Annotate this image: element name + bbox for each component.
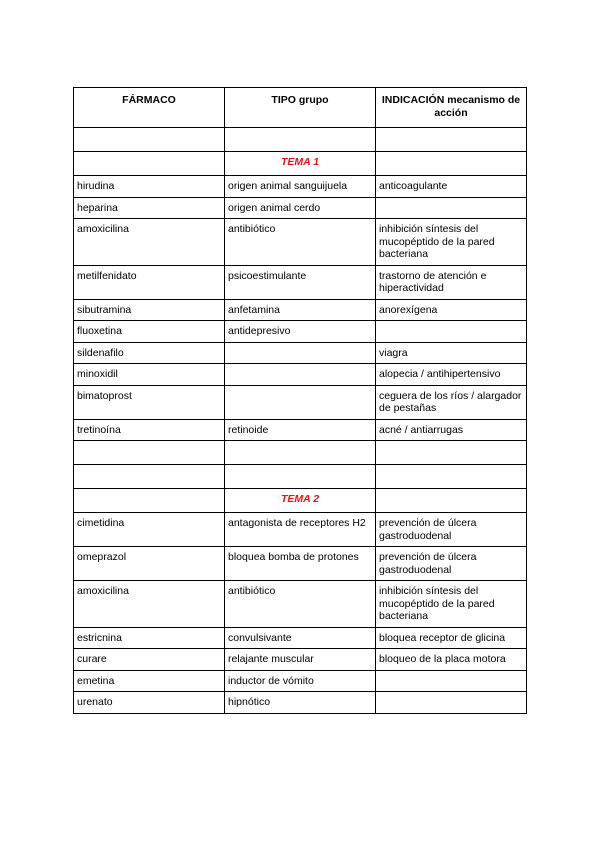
cell-farmaco: urenato <box>74 692 225 714</box>
cell-indicacion: trastorno de atención e hiperactividad <box>376 265 527 299</box>
cell-farmaco: hirudina <box>74 176 225 198</box>
cell-farmaco: minoxidil <box>74 364 225 386</box>
cell-indicacion: anorexígena <box>376 299 527 321</box>
empty-cell <box>376 128 527 152</box>
section-row <box>74 152 527 176</box>
cell-farmaco: omeprazol <box>74 547 225 581</box>
table-body <box>74 128 527 714</box>
empty-row <box>74 441 527 465</box>
cell-tipo-grupo: retinoide <box>225 419 376 441</box>
empty-row <box>74 128 527 152</box>
section-title: TEMA 2 <box>225 489 376 513</box>
cell-tipo-grupo: bloquea bomba de protones <box>225 547 376 581</box>
empty-cell <box>225 441 376 465</box>
table-row <box>74 419 527 441</box>
table-row <box>74 197 527 219</box>
cell-indicacion <box>376 692 527 714</box>
cell-indicacion: inhibición síntesis del mucopéptido de la pared bacteriana <box>376 219 527 266</box>
cell-indicacion: anticoagulante <box>376 176 527 198</box>
drug-table <box>73 87 527 714</box>
cell-indicacion: alopecia / antihipertensivo <box>376 364 527 386</box>
header-indicacion: INDICACIÓN mecanismo de acción <box>376 88 527 128</box>
cell-indicacion: viagra <box>376 342 527 364</box>
cell-tipo-grupo: relajante muscular <box>225 649 376 671</box>
table-row <box>74 385 527 419</box>
empty-cell <box>225 128 376 152</box>
cell-farmaco: emetina <box>74 670 225 692</box>
cell-farmaco: fluoxetina <box>74 321 225 343</box>
cell-farmaco: curare <box>74 649 225 671</box>
cell-indicacion: prevención de úlcera gastroduodenal <box>376 547 527 581</box>
cell-farmaco: amoxicilina <box>74 219 225 266</box>
empty-cell <box>376 441 527 465</box>
section-row <box>74 489 527 513</box>
empty-cell <box>74 128 225 152</box>
table-row <box>74 342 527 364</box>
table-row <box>74 547 527 581</box>
cell-farmaco: heparina <box>74 197 225 219</box>
cell-tipo-grupo: antibiótico <box>225 581 376 628</box>
table-row <box>74 670 527 692</box>
cell-indicacion: acné / antiarrugas <box>376 419 527 441</box>
table-row <box>74 321 527 343</box>
cell-farmaco: sildenafilo <box>74 342 225 364</box>
section-title: TEMA 1 <box>225 152 376 176</box>
table-row <box>74 265 527 299</box>
header-row <box>74 88 527 128</box>
cell-indicacion: inhibición síntesis del mucopéptido de la pared bacteriana <box>376 581 527 628</box>
empty-row <box>74 465 527 489</box>
empty-cell <box>376 465 527 489</box>
cell-indicacion <box>376 321 527 343</box>
empty-cell <box>74 441 225 465</box>
empty-cell <box>376 152 527 176</box>
cell-farmaco: metilfenidato <box>74 265 225 299</box>
cell-farmaco: tretinoína <box>74 419 225 441</box>
cell-tipo-grupo: inductor de vómito <box>225 670 376 692</box>
table-header <box>74 88 527 128</box>
cell-indicacion: bloquea receptor de glicina <box>376 627 527 649</box>
cell-indicacion <box>376 197 527 219</box>
cell-farmaco: cimetidina <box>74 513 225 547</box>
header-farmaco: FÁRMACO <box>74 88 225 128</box>
cell-indicacion: ceguera de los ríos / alargador de pestañas <box>376 385 527 419</box>
empty-cell <box>74 489 225 513</box>
cell-tipo-grupo: antagonista de receptores H2 <box>225 513 376 547</box>
cell-tipo-grupo: anfetamina <box>225 299 376 321</box>
table-row <box>74 627 527 649</box>
cell-farmaco: bimatoprost <box>74 385 225 419</box>
table-row <box>74 513 527 547</box>
cell-indicacion: prevención de úlcera gastroduodenal <box>376 513 527 547</box>
table-row <box>74 649 527 671</box>
cell-farmaco: amoxicilina <box>74 581 225 628</box>
cell-tipo-grupo: origen animal sanguijuela <box>225 176 376 198</box>
cell-tipo-grupo: origen animal cerdo <box>225 197 376 219</box>
table-row <box>74 692 527 714</box>
cell-indicacion <box>376 670 527 692</box>
cell-tipo-grupo: hipnótico <box>225 692 376 714</box>
cell-tipo-grupo: psicoestimulante <box>225 265 376 299</box>
table-row <box>74 219 527 266</box>
cell-tipo-grupo: antidepresivo <box>225 321 376 343</box>
table-row <box>74 176 527 198</box>
empty-cell <box>74 465 225 489</box>
cell-farmaco: sibutramina <box>74 299 225 321</box>
empty-cell <box>376 489 527 513</box>
cell-tipo-grupo: convulsivante <box>225 627 376 649</box>
cell-tipo-grupo: antibiótico <box>225 219 376 266</box>
cell-tipo-grupo <box>225 342 376 364</box>
empty-cell <box>74 152 225 176</box>
cell-tipo-grupo <box>225 385 376 419</box>
cell-tipo-grupo <box>225 364 376 386</box>
table-row <box>74 581 527 628</box>
table-row <box>74 299 527 321</box>
cell-indicacion: bloqueo de la placa motora <box>376 649 527 671</box>
table-row <box>74 364 527 386</box>
empty-cell <box>225 465 376 489</box>
cell-farmaco: estricnina <box>74 627 225 649</box>
header-tipo-grupo: TIPO grupo <box>225 88 376 128</box>
